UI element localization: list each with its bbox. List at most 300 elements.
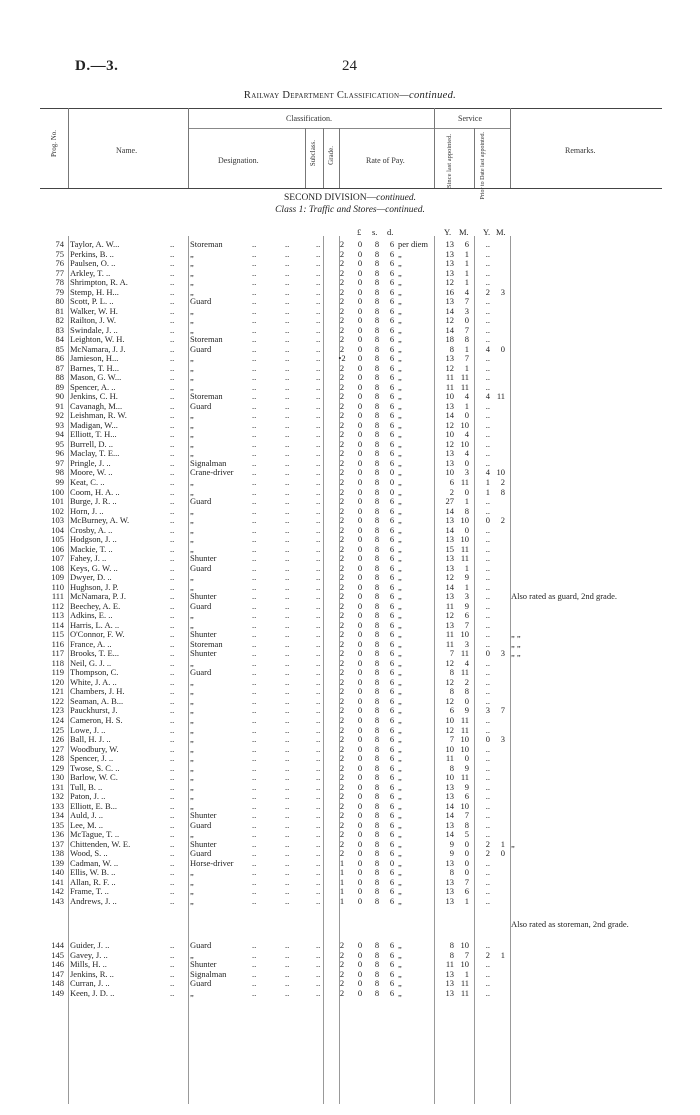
cell-pay-shillings: 8: [374, 715, 380, 725]
leader-dots: ..: [285, 848, 290, 859]
cell-since-years: 13: [445, 886, 454, 897]
cell-since-months: 11: [460, 978, 469, 989]
cell-grade: 2: [339, 258, 345, 269]
cell-since-months: 6: [464, 791, 469, 802]
col-name: Name.: [116, 146, 138, 155]
cell-pay-pence: 6: [389, 324, 395, 335]
cell-pay-shillings: 8: [374, 734, 380, 745]
cell-pay-period: „: [398, 724, 402, 735]
leader-dots: ..: [170, 534, 175, 545]
cell-pay-shillings: 8: [374, 496, 380, 507]
cell-prog-no: 133: [51, 800, 64, 811]
cell-grade: 2: [339, 705, 345, 716]
cell-pay-pounds: 0: [357, 988, 363, 998]
cell-prior-years: ..: [485, 638, 490, 649]
cell-pay-period: „: [398, 800, 402, 811]
leader-dots: ..: [285, 600, 290, 611]
leader-dots: ..: [316, 267, 321, 278]
cell-grade: 2: [339, 277, 345, 288]
cell-since-years: 8: [449, 949, 454, 960]
cell-designation: „: [190, 753, 194, 764]
cell-since-years: 13: [445, 619, 454, 630]
cell-name: Hughson, J. P.: [70, 581, 119, 592]
cell-pay-pounds: 0: [357, 515, 363, 526]
leader-dots: ..: [316, 467, 321, 478]
cell-pay-pence: 6: [389, 648, 395, 659]
leader-dots: ..: [285, 695, 290, 706]
leader-dots: ..: [316, 848, 321, 859]
cell-since-months: 7: [464, 324, 469, 335]
cell-prog-no: 134: [51, 810, 64, 821]
cell-since-years: 10: [445, 467, 454, 478]
cell-prog-no: 115: [51, 629, 64, 640]
cell-pay-pounds: 0: [357, 819, 363, 830]
leader-dots: ..: [316, 867, 321, 878]
cell-since-years: 13: [445, 553, 454, 564]
cell-pay-pounds: 0: [357, 978, 363, 989]
cell-pay-period: „: [398, 819, 402, 830]
leader-dots: ..: [285, 753, 290, 764]
cell-pay-pounds: 0: [357, 419, 363, 430]
cell-pay-pence: 6: [389, 686, 395, 697]
cell-grade: 2: [339, 968, 345, 979]
cell-prior-months: 8: [500, 486, 505, 497]
cell-since-months: 1: [464, 362, 469, 373]
cell-pay-pence: 6: [389, 457, 395, 468]
cell-prior-years: ..: [485, 800, 490, 811]
leader-dots: ..: [285, 543, 290, 554]
cell-pay-period: „: [398, 448, 402, 459]
cell-name: Coom, H. A. ..: [70, 486, 120, 497]
col-rate-of-pay: Rate of Pay.: [366, 156, 405, 165]
unit-years-2: Y.: [483, 227, 491, 237]
cell-prior-years: 0: [485, 648, 490, 659]
cell-since-months: 3: [464, 638, 469, 649]
cell-since-years: 8: [449, 343, 454, 354]
cell-since-years: 13: [445, 515, 454, 526]
cell-pay-period: „: [398, 286, 402, 297]
cell-pay-pounds: 0: [357, 372, 363, 383]
leader-dots: ..: [170, 315, 175, 326]
table-row: [0, 259, 700, 268]
cell-prog-no: 143: [51, 895, 64, 906]
cell-pay-pounds: 0: [357, 362, 363, 373]
cell-since-years: 12: [445, 315, 454, 326]
leader-dots: ..: [285, 438, 290, 449]
cell-since-years: 13: [445, 562, 454, 573]
leader-dots: ..: [316, 988, 321, 998]
cell-designation: „: [190, 534, 194, 545]
cell-pay-shillings: 8: [374, 743, 380, 754]
cell-prog-no: 148: [51, 978, 64, 989]
cell-pay-period: „: [398, 600, 402, 611]
cell-designation: Guard: [190, 562, 212, 573]
leader-dots: ..: [170, 381, 175, 392]
leader-dots: ..: [170, 505, 175, 516]
leader-dots: ..: [170, 486, 175, 497]
col-since-last: Since last appointed.: [446, 134, 453, 188]
cell-grade: 2: [339, 781, 345, 792]
cell-name: McNamara, P. J.: [70, 591, 126, 602]
cell-grade: 2: [339, 734, 345, 745]
cell-pay-pounds: 0: [357, 277, 363, 288]
cell-pay-period: „: [398, 772, 402, 783]
cell-prior-years: 2: [485, 838, 490, 849]
leader-dots: ..: [285, 419, 290, 430]
leader-dots: ..: [316, 610, 321, 621]
cell-since-months: 1: [464, 267, 469, 278]
leader-dots: ..: [316, 429, 321, 440]
cell-since-months: 3: [464, 467, 469, 478]
cell-designation: „: [190, 248, 194, 259]
table-row: [0, 989, 700, 998]
cell-pay-pence: 6: [389, 391, 395, 402]
cell-since-years: 12: [445, 438, 454, 449]
cell-prog-no: 106: [51, 543, 64, 554]
leader-dots: ..: [316, 978, 321, 989]
cell-pay-pence: 0: [389, 857, 395, 868]
cell-pay-shillings: 8: [374, 562, 380, 573]
cell-grade: 2: [339, 286, 345, 297]
leader-dots: ..: [252, 591, 257, 602]
cell-pay-shillings: 8: [374, 400, 380, 411]
cell-since-months: 4: [464, 429, 469, 440]
cell-since-years: 13: [445, 591, 454, 602]
cell-pay-pence: 6: [389, 438, 395, 449]
leader-dots: ..: [170, 762, 175, 773]
cell-grade: 2: [339, 800, 345, 811]
cell-pay-pence: 6: [389, 429, 395, 440]
cell-pay-pounds: 0: [357, 524, 363, 535]
cell-prior-years: ..: [485, 372, 490, 383]
cell-since-months: 10: [460, 419, 469, 430]
cell-grade: 2: [339, 477, 345, 487]
cell-since-months: 0: [464, 867, 469, 878]
cell-designation: Guard: [190, 667, 212, 678]
cell-since-months: 11: [460, 724, 469, 735]
leader-dots: ..: [252, 524, 257, 535]
cell-prog-no: 121: [51, 686, 64, 697]
cell-prog-no: 127: [51, 743, 64, 754]
cell-pay-pence: 6: [389, 419, 395, 430]
cell-prog-no: 75: [55, 248, 64, 259]
cell-pay-period: „: [398, 959, 402, 970]
cell-designation: „: [190, 543, 194, 554]
cell-since-years: 14: [445, 324, 454, 335]
leader-dots: ..: [170, 372, 175, 383]
cell-pay-shillings: 8: [374, 591, 380, 602]
cell-since-years: 13: [445, 781, 454, 792]
leader-dots: ..: [285, 667, 290, 678]
cell-grade: 2: [339, 978, 345, 989]
table-row: [0, 516, 700, 525]
cell-pay-period: „: [398, 315, 402, 326]
cell-since-years: 13: [445, 448, 454, 459]
leader-dots: ..: [170, 676, 175, 687]
cell-pay-period: „: [398, 988, 402, 998]
cell-pay-pence: 6: [389, 743, 395, 754]
cell-pay-pounds: 0: [357, 895, 363, 906]
cell-pay-shillings: 8: [374, 372, 380, 383]
cell-pay-pounds: 0: [357, 429, 363, 440]
leader-dots: ..: [285, 562, 290, 573]
leader-dots: ..: [252, 743, 257, 754]
leader-dots: ..: [170, 743, 175, 754]
cell-prior-years: 2: [485, 286, 490, 297]
cell-pay-pounds: 0: [357, 619, 363, 630]
leader-dots: ..: [285, 876, 290, 887]
cell-prog-no: 118: [51, 657, 64, 668]
leader-dots: ..: [316, 457, 321, 468]
cell-pay-pounds: 0: [357, 438, 363, 449]
cell-since-years: 13: [445, 857, 454, 868]
leader-dots: ..: [170, 819, 175, 830]
cell-pay-pounds: 0: [357, 940, 363, 950]
leader-dots: ..: [170, 629, 175, 640]
cell-prior-years: ..: [485, 267, 490, 278]
cell-prog-no: 132: [51, 791, 64, 802]
leader-dots: ..: [252, 619, 257, 630]
cell-pay-shillings: 8: [374, 610, 380, 621]
leader-dots: ..: [285, 988, 290, 998]
cell-prog-no: 87: [55, 362, 64, 373]
cell-name: Pringle, J. ..: [70, 457, 111, 468]
leader-dots: ..: [285, 829, 290, 840]
cell-pay-period: „: [398, 477, 402, 487]
cell-prior-years: ..: [485, 239, 490, 249]
leader-dots: ..: [285, 372, 290, 383]
cell-pay-pounds: 0: [357, 448, 363, 459]
leader-dots: ..: [285, 734, 290, 745]
cell-prior-years: ..: [485, 448, 490, 459]
class-label: Class 1: Traffic and Stores—continued.: [275, 205, 425, 215]
cell-pay-period: „: [398, 978, 402, 989]
cell-designation: „: [190, 657, 194, 668]
leader-dots: ..: [316, 772, 321, 783]
leader-dots: ..: [252, 438, 257, 449]
page-number: 24: [342, 58, 357, 74]
cell-name: Walker, W. H.: [70, 305, 118, 316]
leader-dots: ..: [285, 239, 290, 249]
cell-designation: Storeman: [190, 334, 223, 345]
cell-grade: 1: [339, 876, 345, 887]
table-row: [0, 592, 700, 601]
cell-prior-years: ..: [485, 876, 490, 887]
cell-pay-pence: 6: [389, 876, 395, 887]
cell-prog-no: 92: [55, 410, 64, 421]
cell-designation: Signalman: [190, 968, 227, 979]
cell-name: Elliott, E. B...: [70, 800, 117, 811]
cell-pay-period: per diem: [398, 239, 428, 249]
cell-prog-no: 108: [51, 562, 64, 573]
cell-grade: 2: [339, 772, 345, 783]
cell-prior-months: 1: [500, 838, 505, 849]
cell-designation: Guard: [190, 848, 212, 859]
cell-pay-pence: 6: [389, 753, 395, 764]
cell-pay-pence: 6: [389, 810, 395, 821]
leader-dots: ..: [285, 515, 290, 526]
cell-prior-years: ..: [485, 810, 490, 821]
cell-prior-years: ..: [485, 895, 490, 906]
cell-pay-shillings: 8: [374, 305, 380, 316]
cell-pay-pence: 0: [389, 486, 395, 497]
leader-dots: ..: [170, 324, 175, 335]
leader-dots: ..: [170, 772, 175, 783]
leader-dots: ..: [285, 686, 290, 697]
unit-months-2: M.: [496, 227, 506, 237]
cell-prior-years: ..: [485, 305, 490, 316]
cell-since-years: 10: [445, 715, 454, 725]
cell-pay-shillings: 8: [374, 248, 380, 259]
cell-name: Mills, H. ..: [70, 959, 107, 970]
cell-since-months: 7: [464, 619, 469, 630]
cell-grade: 1: [339, 857, 345, 868]
cell-pay-pence: 6: [389, 734, 395, 745]
cell-name: Chittenden, W. E.: [70, 838, 131, 849]
cell-designation: „: [190, 829, 194, 840]
cell-pay-period: „: [398, 419, 402, 430]
cell-pay-shillings: 8: [374, 267, 380, 278]
cell-name: Chambers, J. H.: [70, 686, 125, 697]
cell-name: Lowe, J. ..: [70, 724, 106, 735]
cell-pay-shillings: 8: [374, 686, 380, 697]
cell-since-years: 8: [449, 762, 454, 773]
cell-prog-no: 124: [51, 715, 64, 725]
cell-pay-pounds: 0: [357, 876, 363, 887]
cell-since-years: 27: [445, 496, 454, 507]
leader-dots: ..: [316, 477, 321, 487]
leader-dots: ..: [252, 258, 257, 269]
cell-since-years: 8: [449, 940, 454, 950]
cell-name: Crosby, A. ..: [70, 524, 113, 535]
cell-designation: „: [190, 895, 194, 906]
leader-dots: ..: [252, 940, 257, 950]
leader-dots: ..: [285, 381, 290, 392]
col-remarks: Remarks.: [565, 146, 596, 155]
cell-prior-years: 4: [485, 343, 490, 354]
cell-pay-pence: 6: [389, 381, 395, 392]
cell-name: Twose, S. C. ..: [70, 762, 120, 773]
cell-pay-pence: 6: [389, 791, 395, 802]
cell-pay-pounds: 0: [357, 505, 363, 516]
cell-pay-shillings: 8: [374, 505, 380, 516]
cell-pay-shillings: 8: [374, 781, 380, 792]
cell-pay-pounds: 0: [357, 724, 363, 735]
cell-since-months: 5: [464, 829, 469, 840]
unit-shillings: s.: [372, 227, 378, 237]
cell-prior-years: ..: [485, 438, 490, 449]
leader-dots: ..: [285, 648, 290, 659]
cell-since-months: 1: [464, 277, 469, 288]
cell-prog-no: 120: [51, 676, 64, 687]
cell-grade: 2: [339, 524, 345, 535]
leader-dots: ..: [252, 800, 257, 811]
leader-dots: ..: [170, 429, 175, 440]
cell-pay-period: „: [398, 949, 402, 960]
table-row: [0, 773, 700, 782]
leader-dots: ..: [316, 562, 321, 573]
leader-dots: ..: [252, 753, 257, 764]
leader-dots: ..: [252, 477, 257, 487]
cell-pay-shillings: 8: [374, 277, 380, 288]
leader-dots: ..: [252, 715, 257, 725]
cell-prog-no: 138: [51, 848, 64, 859]
leader-dots: ..: [285, 258, 290, 269]
cell-grade: 2: [339, 543, 345, 554]
cell-grade: 2: [339, 610, 345, 621]
cell-grade: 2: [339, 534, 345, 545]
cell-pay-period: „: [398, 895, 402, 906]
cell-pay-pence: 6: [389, 362, 395, 373]
leader-dots: ..: [316, 410, 321, 421]
leader-dots: ..: [170, 848, 175, 859]
cell-pay-shillings: 8: [374, 438, 380, 449]
cell-prior-years: ..: [485, 959, 490, 970]
cell-pay-shillings: 8: [374, 334, 380, 345]
cell-since-months: 0: [464, 695, 469, 706]
cell-pay-pence: 6: [389, 867, 395, 878]
cell-pay-period: „: [398, 686, 402, 697]
leader-dots: ..: [285, 762, 290, 773]
cell-pay-period: „: [398, 562, 402, 573]
cell-prog-no: 89: [55, 381, 64, 392]
leader-dots: ..: [170, 305, 175, 316]
cell-prog-no: 142: [51, 886, 64, 897]
leader-dots: ..: [252, 848, 257, 859]
cell-name: Keen, J. D. ..: [70, 988, 115, 998]
cell-name: Leishman, R. W.: [70, 410, 127, 421]
cell-pay-period: „: [398, 486, 402, 497]
cell-designation: „: [190, 315, 194, 326]
cell-grade: 2: [339, 638, 345, 649]
cell-pay-pence: 6: [389, 277, 395, 288]
cell-since-years: 12: [445, 657, 454, 668]
leader-dots: ..: [285, 657, 290, 668]
cell-name: O'Connor, F. W.: [70, 629, 125, 640]
cell-pay-pence: 6: [389, 949, 395, 960]
table-row: [0, 830, 700, 839]
cell-since-years: 7: [449, 648, 454, 659]
leader-dots: ..: [170, 438, 175, 449]
cell-pay-period: „: [398, 743, 402, 754]
cell-grade: 2: [339, 724, 345, 735]
cell-grade: 2: [339, 753, 345, 764]
cell-prior-months: 2: [500, 515, 505, 526]
table-row: [0, 354, 700, 363]
leader-dots: ..: [285, 857, 290, 868]
leader-dots: ..: [170, 591, 175, 602]
leader-dots: ..: [316, 886, 321, 897]
table-row: [0, 316, 700, 325]
cell-pay-pence: 6: [389, 978, 395, 989]
leader-dots: ..: [316, 800, 321, 811]
cell-prior-years: ..: [485, 857, 490, 868]
cell-grade: 2: [339, 657, 345, 668]
cell-grade: 2: [339, 467, 345, 478]
cell-designation: „: [190, 949, 194, 960]
cell-grade: 1: [339, 886, 345, 897]
leader-dots: ..: [285, 448, 290, 459]
cell-since-months: 7: [464, 296, 469, 307]
col-designation: Designation.: [218, 156, 259, 165]
leader-dots: ..: [170, 895, 175, 906]
cell-name: Jenkins, C. H.: [70, 391, 118, 402]
table-row: [0, 754, 700, 763]
cell-designation: Shunter: [190, 959, 217, 970]
cell-pay-shillings: 8: [374, 829, 380, 840]
leader-dots: ..: [316, 829, 321, 840]
cell-pay-pounds: 0: [357, 857, 363, 868]
